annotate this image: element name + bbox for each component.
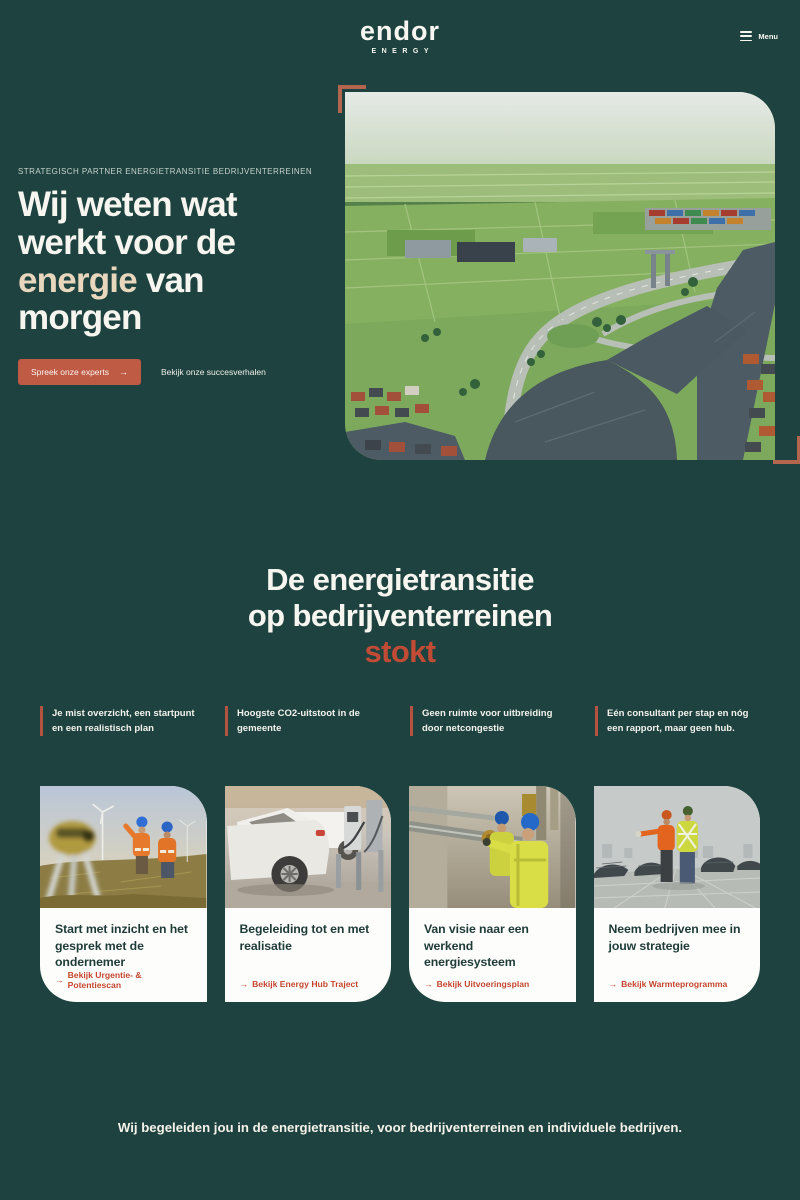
logo-wordmark: endor (359, 16, 441, 46)
card-warmteprogramma[interactable] (594, 786, 761, 1002)
arrow-right-icon: → (118, 367, 128, 378)
card-title: Van visie naar een werkend energiesysteem (424, 922, 529, 969)
hamburger-icon (740, 31, 752, 41)
card-title: Start met inzicht en het gesprek met de ondernemer (55, 922, 188, 969)
card-photo-field-survey (40, 786, 207, 908)
problem-point: Hoogste CO2-uitstoot in de gemeente (225, 706, 390, 736)
corner-bracket-bottom-right-icon (773, 436, 800, 464)
logo-subtitle: ENERGY (371, 48, 435, 55)
hero-title: Wij weten wat werkt voor de energie van morgen (18, 185, 237, 338)
card-energy-hub-traject[interactable] (225, 786, 392, 1002)
menu-label: Menu (758, 31, 778, 41)
hero-cta-row (18, 359, 323, 385)
primary-cta-label: Spreek onze experts (31, 367, 109, 378)
card-photo-technicians (409, 786, 576, 908)
hero-eyebrow: STRATEGISCH PARTNER ENERGIETRANSITIE BEDRIJVENTERREINEN (18, 167, 313, 176)
problem-point: Eén consultant per stap en nóg een rapport, maar geen hub. (595, 706, 760, 736)
hero-text (18, 167, 323, 385)
problem-point: Geen ruimte voor uitbreiding door netcongestie (410, 706, 575, 736)
primary-cta-button[interactable] (18, 359, 141, 385)
card-link[interactable]: → Bekijk Energy Hub Traject (239, 979, 359, 990)
card-photo-rooftop-solar (594, 786, 761, 908)
card-title: Begeleiding tot en met realisatie (239, 922, 370, 953)
service-cards (0, 786, 800, 1002)
card-body (594, 908, 761, 1002)
card-urgentie-potentiescan[interactable] (40, 786, 207, 1002)
hero-photo (345, 92, 775, 460)
card-link[interactable]: → Bekijk Urgentie- & Potentiescan (55, 970, 142, 991)
card-link[interactable]: → Bekijk Warmteprogramma (608, 979, 728, 990)
secondary-cta-link[interactable]: Bekijk onze succesverhalen (160, 367, 266, 378)
problem-title-accent: stokt (364, 633, 436, 669)
arrow-right-icon: → (239, 979, 249, 990)
header (0, 0, 800, 85)
card-body (40, 908, 207, 1002)
card-body (409, 908, 576, 1002)
problem-points (0, 706, 800, 736)
corner-bracket-top-left-icon (338, 85, 366, 113)
arrow-right-icon: → (608, 979, 618, 990)
problem-point: Je mist overzicht, een startpunt en een realistisch plan (40, 706, 205, 736)
problem-section (0, 460, 800, 670)
card-photo-ev-charging (225, 786, 392, 908)
hero-section (0, 85, 800, 460)
card-link[interactable]: → Bekijk Uitvoeringsplan (424, 979, 530, 990)
arrow-right-icon: → (55, 975, 64, 986)
problem-title: De energietransitie op bedrijventerreinen stokt (247, 562, 553, 669)
card-body (225, 908, 392, 1002)
footer-statement: Wij begeleiden jou in de energietransitie, voor bedrijventerreinen en individuele bedrijven. (117, 1120, 683, 1136)
arrow-right-icon: → (424, 979, 433, 990)
menu-button[interactable] (740, 31, 778, 41)
card-title: Neem bedrijven mee in jouw strategie (608, 922, 741, 953)
hero-aerial-photo (345, 92, 775, 460)
logo[interactable] (360, 18, 440, 55)
hero-title-accent: energie (18, 260, 137, 300)
card-uitvoeringsplan[interactable] (409, 786, 576, 1002)
